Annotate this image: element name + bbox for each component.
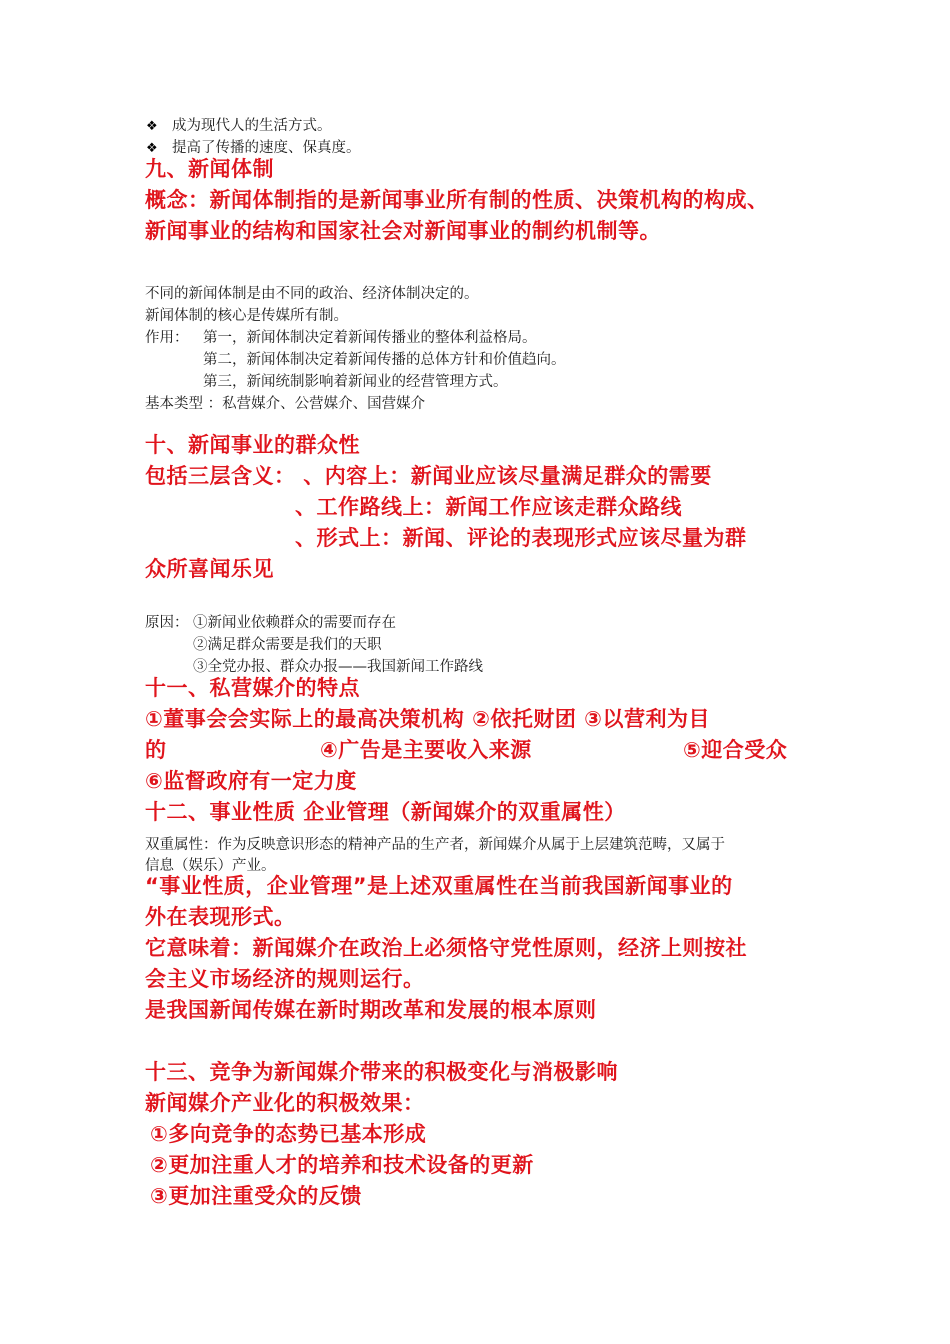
section-12-title: 十二、事业性质 企业管理（新闻媒介的双重属性） xyxy=(145,800,626,824)
section-10-line-3: 、形式上：新闻、评论的表现形式应该尽量为群 xyxy=(295,526,747,550)
section-12-line-5: 是我国新闻传媒在新时期改革和发展的根本原则 xyxy=(145,998,597,1022)
section-9-concept-line-2: 新闻事业的结构和国家社会对新闻事业的制约机制等。 xyxy=(145,219,661,243)
section-13-item-2: ②更加注重人才的培养和技术设备的更新 xyxy=(150,1153,534,1177)
section-11-line-1: ①董事会会实际上的最高决策机构 ②依托财团 ③以营利为目 xyxy=(145,707,710,731)
section-10-reason-label: 原因： xyxy=(145,615,189,631)
section-11-title: 十一、私营媒介的特点 xyxy=(145,676,360,700)
section-13-title: 十三、竞争为新闻媒介带来的积极变化与消极影响 xyxy=(145,1060,618,1084)
section-9-role-label: 作用： xyxy=(145,330,189,346)
section-9-types: 基本类型 ：私营媒介、公营媒介、国营媒介 xyxy=(145,396,426,412)
section-12-line-2: 外在表现形式。 xyxy=(145,905,296,929)
section-10-reason-1: ①新闻业依赖群众的需要而存在 xyxy=(193,615,396,631)
section-9-title: 九、新闻体制 xyxy=(145,157,274,181)
section-9-paragraph-2: 新闻体制的核心是传媒所有制。 xyxy=(145,308,348,324)
section-10-reason-2: ②满足群众需要是我们的天职 xyxy=(193,637,382,653)
section-10-line-2: 、工作路线上：新闻工作应该走群众路线 xyxy=(295,495,682,519)
section-9-role-3: 第三，新闻统制影响着新闻业的经营管理方式。 xyxy=(203,374,508,390)
diamond-bullet-icon: ❖ xyxy=(146,141,158,156)
section-9-role-1: 第一，新闻体制决定着新闻传播业的整体利益格局。 xyxy=(203,330,537,346)
section-12-line-1: “事业性质，企业管理”是上述双重属性在当前我国新闻事业的 xyxy=(145,874,733,898)
section-10-line-1: 包括三层含义： 、内容上：新闻业应该尽量满足群众的需要 xyxy=(145,464,712,488)
section-13-subtitle: 新闻媒介产业化的积极效果： xyxy=(145,1091,425,1115)
section-9-paragraph-1: 不同的新闻体制是由不同的政治、经济体制决定的。 xyxy=(145,286,479,302)
section-13-item-3: ③更加注重受众的反馈 xyxy=(150,1184,362,1208)
bullet-text-2: 提高了传播的速度、保真度。 xyxy=(172,140,361,156)
section-10-line-4: 众所喜闻乐见 xyxy=(145,557,274,581)
section-11-line-2a: 的 xyxy=(145,738,167,762)
section-10-reason-3: ③全党办报、群众办报——我国新闻工作路线 xyxy=(193,659,483,675)
section-9-role-2: 第二，新闻体制决定着新闻传播的总体方针和价值趋向。 xyxy=(203,352,566,368)
section-9-concept-line-1: 概念：新闻体制指的是新闻事业所有制的性质、决策机构的构成、 xyxy=(145,188,769,212)
bullet-text-1: 成为现代人的生活方式。 xyxy=(172,118,332,134)
section-12-dual-line-1: 双重属性：作为反映意识形态的精神产品的生产者，新闻媒介从属于上层建筑范畴，又属于 xyxy=(145,837,725,853)
section-12-line-4: 会主义市场经济的规则运行。 xyxy=(145,967,425,991)
diamond-bullet-icon: ❖ xyxy=(146,119,158,134)
section-10-title: 十、新闻事业的群众性 xyxy=(145,433,360,457)
section-13-item-1: ①多向竞争的态势已基本形成 xyxy=(150,1122,427,1146)
section-11-line-3: ⑥监督政府有一定力度 xyxy=(145,769,357,793)
section-11-line-2c: ⑤迎合受众 xyxy=(683,738,788,762)
section-12-dual-line-2: 信息（娱乐）产业。 xyxy=(145,858,276,874)
section-11-line-2b: ④广告是主要收入来源 xyxy=(320,738,532,762)
section-12-line-3: 它意味着：新闻媒介在政治上必须恪守党性原则，经济上则按社 xyxy=(145,936,747,960)
